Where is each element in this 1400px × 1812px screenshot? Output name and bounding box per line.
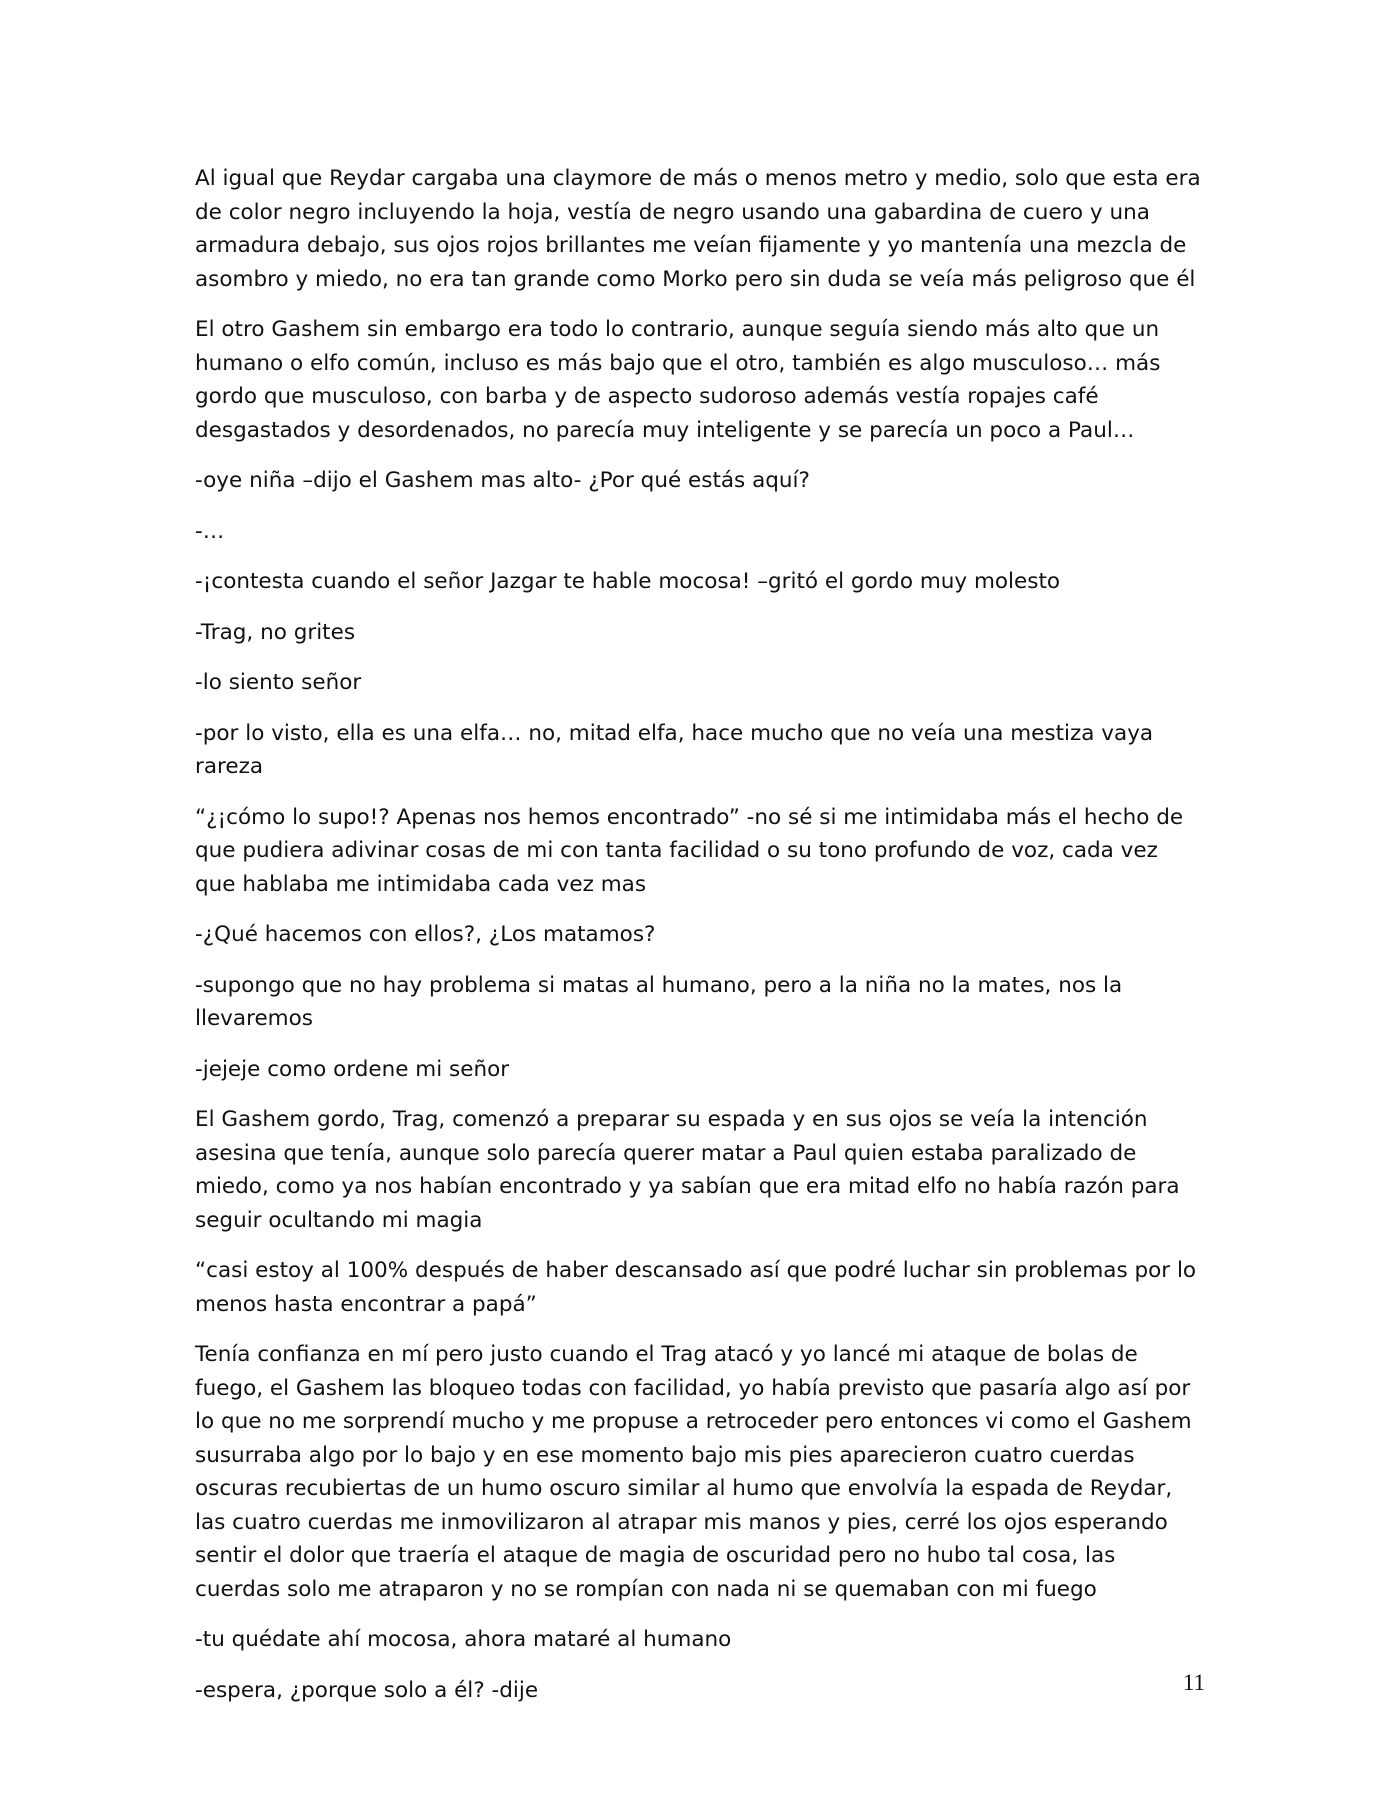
paragraph: Tenía confianza en mí pero justo cuando el Trag atacó y yo lancé mi ataque de bolas de fuego, el Gashem las bloqueo todas con facilidad, yo había previsto que pasaría algo así por lo que no me sorprendí mucho y me propuse a retroceder pero entonces vi como el Gashem susurraba algo por lo bajo y en ese momento bajo mis pies aparecieron cuatro cuerdas oscuras recubiertas de un humo oscuro similar al humo que envolvía la espada de Reydar, las cuatro cuerdas me inmovilizaron al atrapar mis manos y pies, cerré los ojos esperando sentir el dolor que traería el ataque de magia de oscuridad pero no hubo tal cosa, las cuerdas solo me atraparon y no se rompían con nada ni se quemaban con mi fuego <box>195 1342 1192 1602</box>
paragraph: -Trag, no grites <box>195 619 356 645</box>
paragraph: -espera, ¿porque solo a él? -dije <box>195 1677 539 1703</box>
paragraph: -… <box>195 518 225 544</box>
paragraph: -oye niña –dijo el Gashem mas alto- ¿Por qué estás aquí? <box>195 468 810 493</box>
paragraph: -¡contesta cuando el señor Jazgar te hable mocosa! –gritó el gordo muy molesto <box>195 569 1061 594</box>
paragraph: -¿Qué hacemos con ellos?, ¿Los matamos? <box>195 922 656 947</box>
paragraph: “¿¡cómo lo supo!? Apenas nos hemos encontrado” -no sé si me intimidaba más el hecho de que pudiera adivinar cosas de mi con tanta facilidad o su tono profundo de voz, cada vez que hablaba me intimidaba cada vez mas <box>195 804 1184 897</box>
paragraph: El otro Gashem sin embargo era todo lo contrario, aunque seguía siendo más alto que un humano o elfo común, incluso es más bajo que el otro, también es algo musculoso… más gordo que musculoso, con barba y de aspecto sudoroso además vestía ropajes café desgastados y desordenados, no parecía muy inteligente y se parecía un poco a Paul… <box>195 317 1161 443</box>
page-number: 11 <box>1182 1670 1205 1695</box>
paragraph: -por lo visto, ella es una elfa… no, mitad elfa, hace mucho que no veía una mestiza vaya rareza <box>195 720 1154 779</box>
paragraph: -tu quédate ahí mocosa, ahora mataré al humano <box>195 1627 732 1652</box>
paragraph: -supongo que no hay problema si matas al humano, pero a la niña no la mates, nos la llevaremos <box>195 972 1123 1031</box>
paragraph: El Gashem gordo, Trag, comenzó a preparar su espada y en sus ojos se veía la intención asesina que tenía, aunque solo parecía querer matar a Paul quien estaba paralizado de miedo, como ya nos habían encontrado y ya sabían que era mitad elfo no había razón para seguir ocultando mi magia <box>195 1107 1180 1233</box>
paragraph: -jejeje como ordene mi señor <box>195 1056 510 1082</box>
paragraph: Al igual que Reydar cargaba una claymore de más o menos metro y medio, solo que esta era de color negro incluyendo la hoja, vestía de negro usando una gabardina de cuero y una armadura debajo, sus ojos rojos brillantes me veían fijamente y yo mantenía una mezcla de asombro y miedo, no era tan grande como Morko pero sin duda se veía más peligroso que él <box>195 166 1201 292</box>
page-body <box>195 162 1205 1724</box>
paragraph: -lo siento señor <box>195 670 362 695</box>
paragraph: “casi estoy al 100% después de haber descansado así que podré luchar sin problemas por lo menos hasta encontrar a papá” <box>195 1258 1197 1317</box>
